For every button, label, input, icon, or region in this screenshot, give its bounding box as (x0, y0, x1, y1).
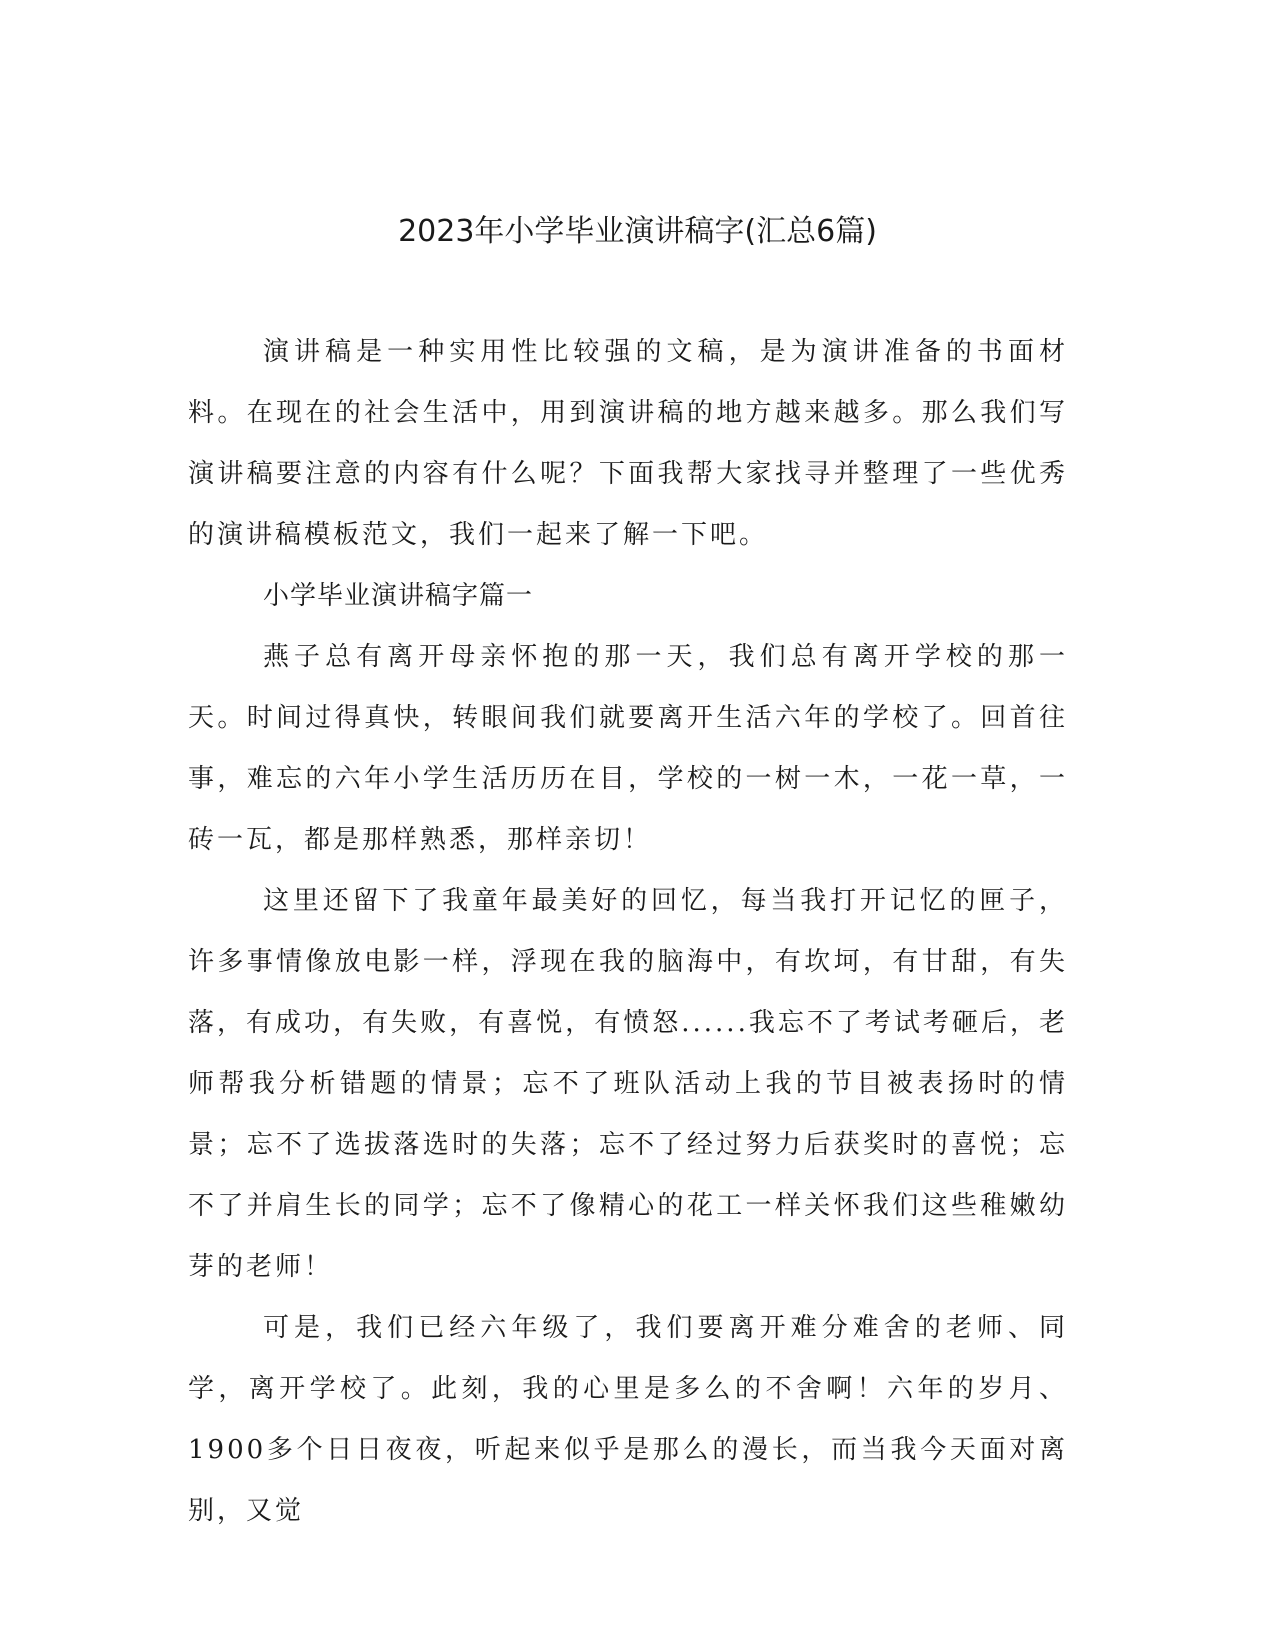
intro-paragraph: 演讲稿是一种实用性比较强的文稿，是为演讲准备的书面材料。在现在的社会生活中，用到演讲稿的地方越来越多。那么我们写演讲稿要注意的内容有什么呢？下面我帮大家找寻并整理了一些优秀的演讲稿模板范文，我们一起来了解一下吧。 (188, 337, 1068, 550)
document-body (188, 322, 1068, 1542)
body-paragraph: 燕子总有离开母亲怀抱的那一天，我们总有离开学校的那一天。时间过得真快，转眼间我们就要离开生活六年的学校了。回首往事，难忘的六年小学生活历历在目，学校的一树一木，一花一草，一砖一瓦，都是那样熟悉，那样亲切！ (188, 642, 1068, 855)
body-paragraph: 这里还留下了我童年最美好的回忆，每当我打开记忆的匣子，许多事情像放电影一样，浮现在我的脑海中，有坎坷，有甘甜，有失落，有成功，有失败，有喜悦，有愤怒......我忘不了考试考砸后，老师帮我分析错题的情景；忘不了班队活动上我的节目被表扬时的情景；忘不了选拔落选时的失落；忘不了经过努力后获奖时的喜悦；忘不了并肩生长的同学；忘不了像精心的花工一样关怀我们这些稚嫩幼芽的老师！ (188, 886, 1068, 1282)
document-title: 2023年小学毕业演讲稿字(汇总6篇) (398, 214, 877, 249)
body-paragraph: 可是，我们已经六年级了，我们要离开难分难舍的老师、同学，离开学校了。此刻，我的心里是多么的不舍啊！六年的岁月、1900多个日日夜夜，听起来似乎是那么的漫长，而当我今天面对离别，又觉 (188, 1313, 1068, 1526)
section-heading: 小学毕业演讲稿字篇一 (263, 581, 534, 611)
